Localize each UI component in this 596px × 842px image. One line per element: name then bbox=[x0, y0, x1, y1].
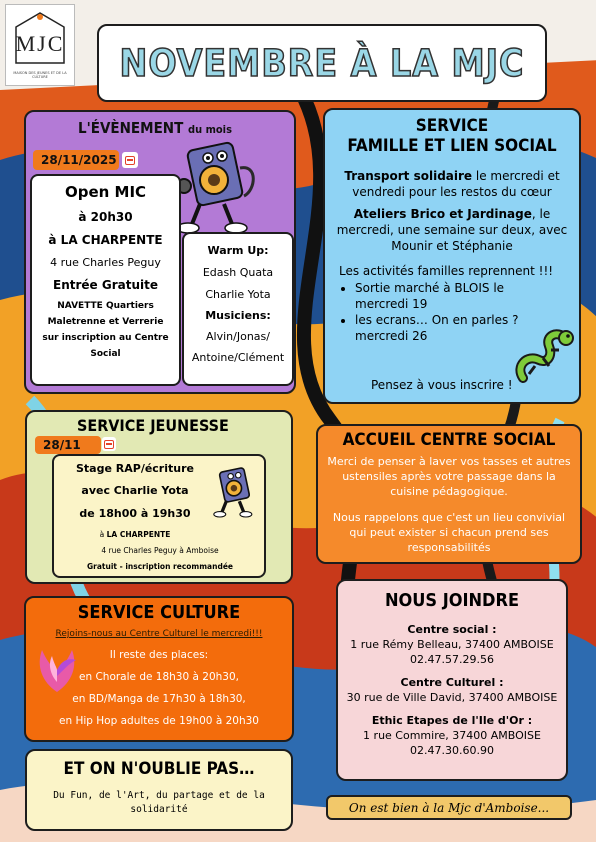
event-registration: sur inscription au Centre Social bbox=[42, 333, 169, 359]
calendar-icon bbox=[102, 437, 116, 451]
culture-link[interactable]: Rejoins-nous au Centre Culturel le mercredi!!! bbox=[55, 629, 263, 639]
event-shuttle: NAVETTE Quartiers Maletrenne et Verrerie bbox=[47, 301, 164, 327]
warmup-label: Warm Up: bbox=[207, 244, 269, 257]
contact-card bbox=[336, 579, 568, 781]
accueil-card bbox=[316, 424, 582, 564]
event-venue: à LA CHARPENTE bbox=[48, 233, 163, 247]
logo-text: MJC bbox=[15, 31, 65, 56]
centre-culturel-address: 30 rue de Ville David, 37400 AMBOISE bbox=[346, 691, 558, 704]
warmup-artist-2: Charlie Yota bbox=[205, 288, 271, 301]
centre-social-phone[interactable]: 02.47.57.29.56 bbox=[410, 653, 494, 666]
jeunesse-free: Gratuit - inscription recommandée bbox=[86, 562, 233, 571]
item-prefix: en bbox=[59, 715, 76, 727]
event-title-sub: du mois bbox=[188, 123, 232, 136]
list-item: • les ecrans… On en parles ? mercredi 26 bbox=[355, 312, 523, 344]
venue-prefix: à bbox=[99, 530, 107, 539]
famille-title-1: SERVICE bbox=[415, 116, 489, 136]
famille-activites: Les activités familles reprennent !!! bbox=[339, 264, 554, 278]
event-address: 4 rue Charles Peguy bbox=[50, 256, 161, 269]
accueil-para-1: Merci de penser à laver vos tasses et autres ustensiles après votre passage dans la cuisine pédagogique. bbox=[327, 455, 571, 498]
famille-ateliers bbox=[333, 206, 571, 254]
jeunesse-line-1: Stage RAP/écriture bbox=[76, 462, 194, 475]
centre-social-name: Centre social : bbox=[407, 623, 497, 636]
event-card bbox=[24, 110, 296, 394]
event-info-panel bbox=[30, 174, 181, 386]
famille-closing: Pensez à vous inscrire ! bbox=[371, 378, 513, 392]
jeunesse-card bbox=[25, 410, 293, 584]
warmup-artist-1: Edash Quata bbox=[202, 266, 274, 279]
event-title-main: L'ÉVÈNEMENT bbox=[78, 119, 184, 137]
famille-card bbox=[323, 108, 581, 404]
item-prefix: en bbox=[79, 671, 96, 683]
jeunesse-line-2: avec Charlie Yota bbox=[81, 484, 189, 497]
accueil-title: ACCUEIL CENTRE SOCIAL bbox=[342, 430, 556, 450]
ethic-etapes-phone[interactable]: 02.47.30.60.90 bbox=[410, 744, 494, 757]
mjc-logo bbox=[5, 4, 75, 86]
speaker-mascot-icon bbox=[210, 464, 260, 520]
page-title-box bbox=[97, 24, 547, 102]
list-item: • Sortie marché à BLOIS le mercredi 19 bbox=[355, 280, 523, 312]
footer-tagline: On est bien à la Mjc d'Amboise... bbox=[348, 801, 550, 815]
jeunesse-venue bbox=[60, 530, 210, 539]
event-name: Open MIC bbox=[64, 183, 147, 201]
ateliers-text: , le mercredi, une semaine sur deux, avec Mounir et Stéphanie bbox=[336, 207, 568, 253]
speaker-mascot-icon bbox=[170, 138, 262, 236]
reminder-card bbox=[25, 749, 293, 831]
jeunesse-info-panel bbox=[52, 454, 266, 578]
accueil-para-2: Nous rappelons que c'est un lieu convivial qui peut exister si chacun prend ses responsabilités bbox=[332, 511, 566, 554]
musicians-label: Musiciens: bbox=[205, 309, 271, 322]
event-entry: Entrée Gratuite bbox=[53, 278, 158, 292]
culture-item-1-text: Chorale de 18h30 à 20h30, bbox=[95, 671, 239, 683]
culture-title: SERVICE CULTURE bbox=[77, 602, 241, 623]
centre-culturel-name: Centre Culturel : bbox=[400, 676, 504, 689]
page-title: NOVEMBRE À LA MJC bbox=[119, 42, 525, 85]
lizard-icon bbox=[513, 326, 579, 392]
calendar-icon bbox=[122, 152, 138, 168]
culture-item-3 bbox=[26, 715, 292, 727]
jeunesse-date: 28/11 bbox=[35, 436, 101, 454]
event-title bbox=[78, 119, 232, 137]
event-date: 28/11/2025 bbox=[33, 150, 119, 170]
jeunesse-title: SERVICE JEUNESSE bbox=[77, 416, 229, 435]
culture-item-2-text: BD/Manga de 17h30 à 18h30, bbox=[88, 693, 246, 705]
famille-transport bbox=[333, 168, 571, 200]
item-prefix: en bbox=[72, 693, 89, 705]
lineup-panel bbox=[182, 232, 294, 386]
phoenix-icon bbox=[32, 642, 82, 696]
ethic-etapes-address: 1 rue Commire, 37400 AMBOISE bbox=[363, 729, 541, 742]
contact-title: NOUS JOINDRE bbox=[384, 590, 520, 611]
musicians-list: Alvin/Jonas/ Antoine/Clément bbox=[191, 330, 285, 364]
centre-social-address: 1 rue Rémy Belleau, 37400 AMBOISE bbox=[350, 638, 554, 651]
logo-tagline: MAISON DES JEUNES ET DE LA CULTURE bbox=[13, 71, 67, 79]
famille-list bbox=[339, 280, 523, 344]
ateliers-label: Ateliers Brico et Jardinage bbox=[353, 207, 532, 221]
jeunesse-address: 4 rue Charles Peguy à Amboise bbox=[101, 546, 219, 555]
transport-text: le mercredi et vendredi pour les restos du cœur bbox=[352, 169, 560, 199]
culture-intro: Il reste des places: bbox=[109, 649, 209, 661]
jeunesse-line-3: de 18h00 à 19h30 bbox=[79, 507, 191, 520]
famille-title-2: FAMILLE ET LIEN SOCIAL bbox=[347, 136, 557, 156]
ethic-etapes-name: Ethic Etapes de l'Ile d'Or : bbox=[371, 714, 533, 727]
venue-name: LA CHARPENTE bbox=[106, 530, 171, 539]
footer-tagline-box bbox=[326, 795, 572, 820]
reminder-title: ET ON N'OUBLIE PAS… bbox=[63, 759, 255, 779]
culture-item-3-text: Hip Hop adultes de 19h00 à 20h30 bbox=[75, 715, 259, 727]
event-time: à 20h30 bbox=[78, 210, 133, 224]
culture-card bbox=[24, 596, 294, 742]
reminder-text: Du Fun, de l'Art, du partage et de la solidarité bbox=[53, 790, 265, 815]
transport-label: Transport solidaire bbox=[344, 169, 473, 183]
